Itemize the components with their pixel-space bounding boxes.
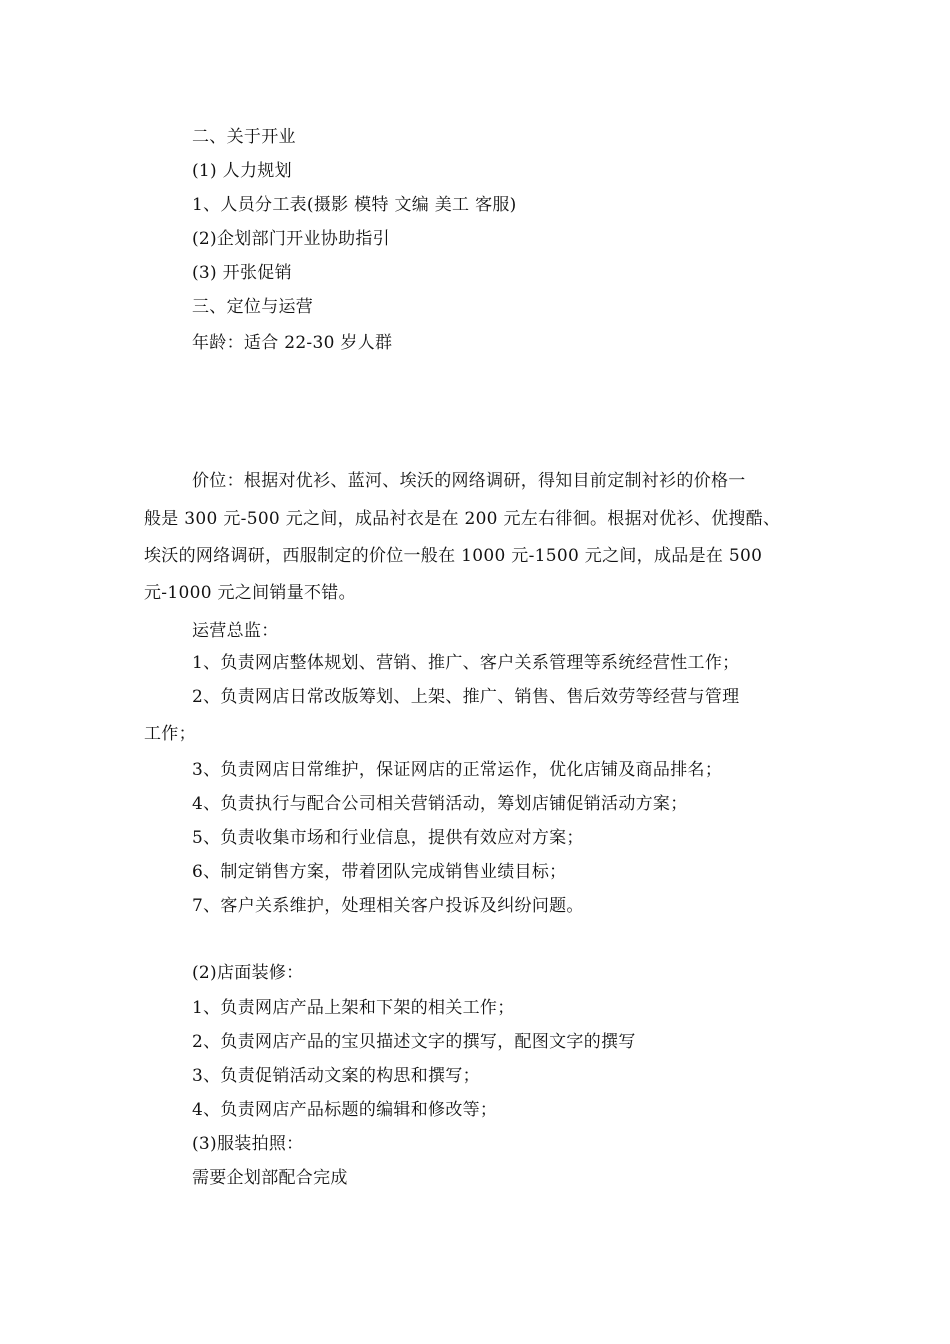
list-item-continuation: 工作；	[144, 724, 196, 744]
list-item: 1、负责网店整体规划、营销、推广、客户关系管理等系统经营性工作；	[192, 653, 740, 673]
list-item: 5、负责收集市场和行业信息，提供有效应对方案；	[192, 828, 584, 848]
list-item: 4、负责网店产品标题的编辑和修改等；	[192, 1100, 498, 1120]
list-item: 2、负责网店产品的宝贝描述文字的撰写，配图文字的撰写	[192, 1032, 636, 1052]
list-item: 7、客户关系维护，处理相关客户投诉及纠纷问题。	[192, 896, 584, 916]
subheading-operations-director: 运营总监：	[192, 621, 279, 641]
paragraph-line: 元-1000 元之间销量不错。	[144, 583, 356, 603]
list-item: 3、负责网店日常维护，保证网店的正常运作，优化店铺及商品排名；	[192, 760, 723, 780]
subheading-staffing-plan: (1) 人力规划	[192, 161, 292, 181]
subheading-clothing-photography: (3)服装拍照：	[192, 1134, 304, 1154]
list-item: 6、制定销售方案，带着团队完成销售业绩目标；	[192, 862, 567, 882]
paragraph-line: 般是 300 元-500 元之间，成品衬衣是在 200 元左右徘徊。根据对优衫、优搜酷、	[144, 509, 781, 529]
paragraph-line: 需要企划部配合完成	[192, 1168, 348, 1188]
list-item: 2、负责网店日常改版筹划、上架、推广、销售、售后效劳等经营与管理	[192, 687, 740, 707]
list-item: 3、负责促销活动文案的构思和撰写；	[192, 1066, 480, 1086]
paragraph-line: 埃沃的网络调研，西服制定的价位一般在 1000 元-1500 元之间，成品是在 500	[144, 546, 763, 566]
section-heading-opening: 二、关于开业	[192, 127, 296, 147]
list-item: 4、负责执行与配合公司相关营销活动，筹划店铺促销活动方案；	[192, 794, 688, 814]
list-item: 1、负责网店产品上架和下架的相关工作；	[192, 998, 515, 1018]
subheading-store-decoration: (2)店面装修：	[192, 963, 304, 983]
paragraph-line-age: 年龄：适合 22-30 岁人群	[192, 333, 393, 353]
paragraph-line: 1、人员分工表(摄影 模特 文编 美工 客服)	[192, 195, 517, 215]
subheading-opening-promotion: (3) 开张促销	[192, 263, 292, 283]
subheading-planning-guide: (2)企划部门开业协助指引	[192, 229, 390, 249]
section-heading-positioning: 三、定位与运营	[192, 297, 314, 317]
paragraph-line-price: 价位：根据对优衫、蓝河、埃沃的网络调研，得知目前定制衬衫的价格一	[192, 471, 746, 491]
